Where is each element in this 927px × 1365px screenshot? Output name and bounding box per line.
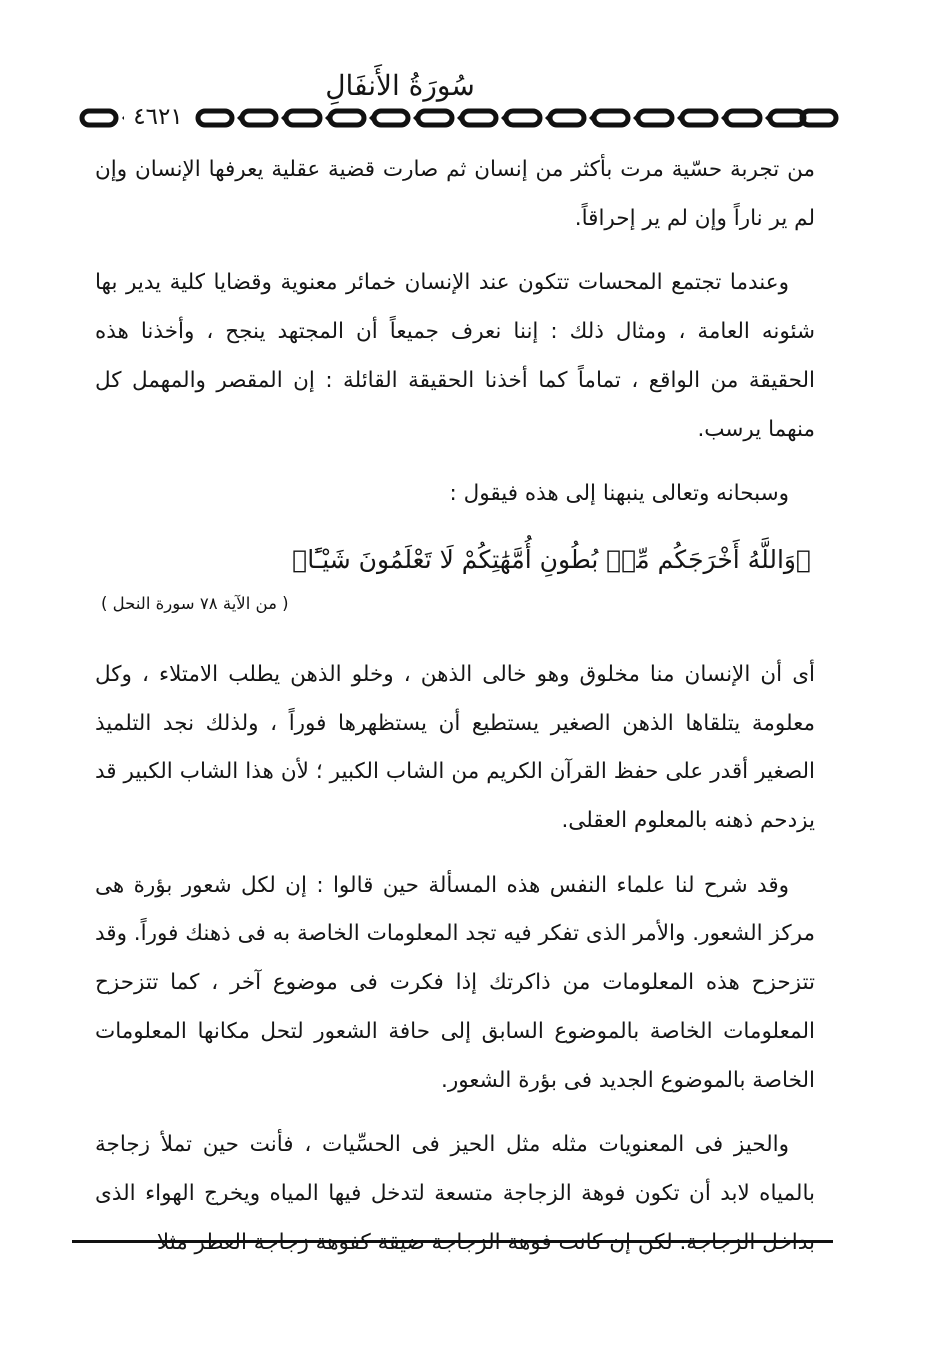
chain-ornament-divider [78, 106, 841, 130]
paragraph-6: والحيز فى المعنويات مثله مثل الحيز فى الحسِّيات ، فأنت حين تملأ زجاجة بالمياه لابد أن تكون فوهة الزجاجة متسعة لتدخل فيها المياه ويخرج الهواء الذى [95, 1132, 815, 1206]
paragraph-3: وسبحانه وتعالى ينبهنا إلى هذه فيقول : [449, 481, 789, 507]
paragraph-1: من تجربة حسّية مرت بأكثر من إنسان ثم صارت قضية عقلية يعرفها الإنسان وإن لم ير ناراً وإن لم ير إحراقاً. [95, 157, 815, 231]
bottom-rule-divider [72, 1240, 833, 1243]
verse-reference: ( من الآية ٧٨ سورة النحل ) [101, 593, 289, 613]
paragraph-5: وقد شرح لنا علماء النفس هذه المسألة حين قالوا : إن لكل شعور بؤرة هى مركز الشعور. والأمر الذى تفكر فيه تجد المعلومات الخاصة به فى ذهنك فوراً. وقد تتزحزح هذه المعلومات من ذاكرتك إذا فكرت فى موضوع آخر ، كما تتزحزح المعلومات الخاصة بالموضوع السابق إلى حافة الشعور لتحل مكانها المعلومات الخاصة بالموضوع الجديد فى بؤرة الشعور. [95, 872, 815, 1093]
paragraph-4: أى أن الإنسان منا مخلوق وهو خالى الذهن ، وخلو الذهن يطلب الامتلاء ، وكل معلومة يتلقاها الذهن الصغير يستطيع أن يستظهرها فوراً ، ولذلك نجد التلميذ الصغير أقدر على حفظ القرآن الكريم من الشاب الكبير ؛ لأن هذا الشاب الكبير قد يزدحم ذهنه بالمعلوم العقلى. [95, 661, 815, 834]
main-text-column [95, 146, 815, 1283]
quran-verse: ﴿وَاللَّهُ أَخْرَجَكُم مِّنۢ بُطُونِ أُمَّهَٰتِكُمْ لَا تَعْلَمُونَ شَيْـًٔا﴾ [292, 544, 811, 574]
page-number: ٤٦٢١ [124, 102, 192, 132]
surah-title-header: سُورَةُ الأَنفَالِ [325, 69, 475, 102]
paragraph-2: وعندما تجتمع المحسات تتكون عند الإنسان خمائر معنوية وقضايا كلية يدير بها شئونه العامة ، ومثال ذلك : إننا نعرف جميعاً أن المجتهد ينجح ، وأخذنا هذه الحقيقة من الواقع ، تماماً كما أخذنا الحقيقة القائلة : إن المقصر والمهمل كل منهما يرسب. [95, 270, 815, 442]
